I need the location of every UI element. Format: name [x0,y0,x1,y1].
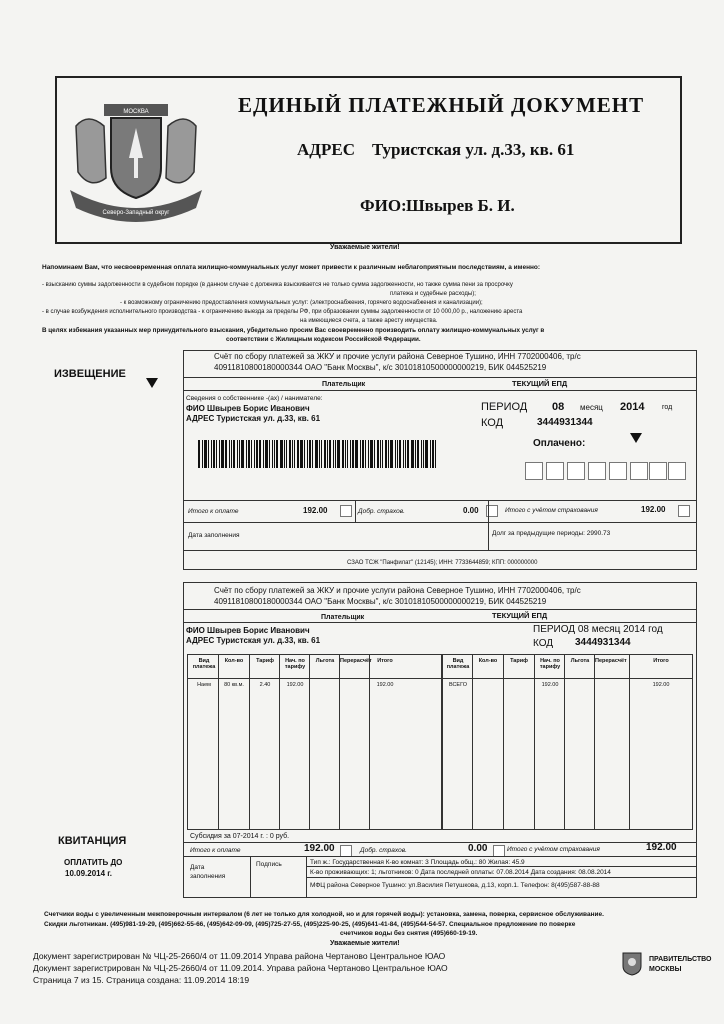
barcode-bar [221,440,224,468]
barcode-bar [241,440,244,468]
table-column-divider [472,654,473,830]
kv-payer-header: Плательщик [321,614,365,621]
kv-epd-header: ТЕКУЩИЙ ЕПД [492,611,548,620]
barcode-bar [390,440,393,468]
table-header-left-0: Вид платежа [192,658,216,670]
table-header-left-1: Кол-во [224,658,244,664]
table-column-divider [564,654,565,830]
divider [183,522,697,523]
izv-month-label: месяц [580,403,603,412]
izv-insurance-value: 0.00 [463,506,479,515]
barcode-bar [333,440,334,468]
table-header-left-6: Итого [377,658,393,664]
kv-invoice-line-2: 40911810800180000344 ОАО "Банк Москвы", к/с 30101810500000000219, БИК 044525219 [214,597,547,606]
kv-fio: ФИО Швырев Борис Иванович [186,626,310,635]
barcode-bar [225,440,227,468]
barcode-bar [300,440,303,468]
kv-subsidy: Субсидия за 07-2014 г. : 0 руб. [190,833,290,840]
barcode-bar [292,440,293,468]
kvitanciya-label: КВИТАНЦИЯ [58,835,127,847]
barcode-bar [337,440,340,468]
izv-insurance-label: Добр. страхов. [358,508,405,515]
barcode-bar [374,440,375,468]
izv-invoice-line-1: Счёт по сбору платежей за ЖКУ и прочие услуги района Северное Тушино, ИНН 7702000406, тр/с [214,352,581,361]
barcode-bar [342,440,344,468]
gov-line-2: МОСКВЫ [649,966,682,973]
kv-info-1: Тип ж.: Государственная К-во комнат: 3 Площадь общ.: 80 Жилая: 45.9 [310,859,525,866]
barcode-bar [382,440,383,468]
barcode-bar [259,440,261,468]
table-column-divider [279,654,280,830]
kv-info-3: МФЦ района Северное Тушино: ул.Василия Петушкова, д.13, корп.1. Телефон: 8(495)587-88-88 [310,882,600,889]
table-header-left-2: Тариф [256,658,274,664]
barcode-bar [324,440,326,468]
izv-year-label: год [662,404,673,411]
barcode-bar [276,440,278,468]
barcode-bar [246,440,247,468]
table-column-divider [249,654,250,830]
table-column-divider [594,654,595,830]
barcode-bar [430,440,431,468]
kv-insurance-value: 0.00 [468,843,488,854]
address-value: Туристская ул. д.33, кв. 61 [372,140,575,159]
barcode-bar [423,440,424,468]
izv-total-value: 192.00 [303,506,328,515]
divider [306,877,697,878]
table-column-divider [369,654,370,830]
barcode-bar [202,440,203,468]
notice-greeting: Уважаемые жители! [330,244,400,251]
barcode-bar [399,440,401,468]
address-label: АДРЕС [297,140,355,159]
table-cell-left-1: 80 кв.м. [224,682,244,688]
footer-greeting: Уважаемые жители! [330,940,400,947]
barcode-bar [315,440,318,468]
barcode-bar [327,440,328,468]
table-cell-left-2: 2.40 [259,682,271,688]
barcode-bar [421,440,422,468]
barcode-bar [272,440,273,468]
barcode-bar [368,440,369,468]
kv-total-label: Итого к оплате [190,847,241,854]
table-header-left-3: Нач. по тарифу [284,658,306,670]
barcode-bar [329,440,331,468]
barcode-bar [380,440,381,468]
gov-line-1: ПРАВИТЕЛЬСТВО [649,956,712,963]
divider [183,609,697,610]
divider [488,500,489,550]
arrow-down-icon [630,433,642,443]
doc-reg-line-1: Документ зарегистрирован № ЧЦ-25-2660/4 от 11.09.2014 Управа района Чертаново Центральное ЮАО [33,951,446,961]
table-header-right-3: Нач. по тарифу [539,658,561,670]
barcode-bar [312,440,313,468]
izv-year-value: 2014 [620,401,645,413]
table-header-right-2: Тариф [510,658,528,664]
barcode-bar [385,440,387,468]
total-ins-checkbox[interactable] [678,505,690,517]
barcode-bar [204,440,207,468]
barcode-bar [355,440,358,468]
notice-intro: Напоминаем Вам, что несвоевременная оплата жилищно-коммунальных услуг может привести к различным неблагоприятным последствиям, а именно: [42,264,541,271]
barcode-bar [319,440,320,468]
paid-digit-box[interactable] [630,462,648,480]
kv-insurance-label: Добр. страхов. [360,847,407,854]
barcode-bar [286,440,287,468]
barcode-bar [417,440,419,468]
izv-address: АДРЕС Туристская ул. д.33, кв. 61 [186,414,321,423]
kv-period: ПЕРИОД 08 месяц 2014 год [533,624,663,635]
barcode-bar [237,440,238,468]
table-header-right-1: Кол-во [478,658,498,664]
svg-text:МОСКВА: МОСКВА [123,109,149,115]
page-info: Страница 7 из 15. Страница создана: 11.09.2014 18:19 [33,975,250,985]
moscow-emblem-icon [622,952,642,976]
paid-digit-box[interactable] [588,462,606,480]
divider [355,500,356,522]
pay-until-label: ОПЛАТИТЬ ДО [64,858,123,867]
table-cell-left-6: 192.00 [376,682,394,688]
barcode-bar [269,440,270,468]
barcode-bar [198,440,200,468]
kv-invoice-line-1: Счёт по сбору платежей за ЖКУ и прочие услуги района Северное Тушино, ИНН 7702000406, тр/с [214,586,581,595]
divider [183,550,697,551]
total-checkbox[interactable] [340,505,352,517]
barcode-bar [216,440,217,468]
barcode-bar [335,440,336,468]
barcode-bar [231,440,232,468]
notice-item-2: - к возможному ограничению предоставления коммунальных услуг: (электроснабжения, горячего водоснабжения и канализации); [120,300,483,306]
barcode-bar [297,440,299,468]
fio-label: ФИО: [360,196,407,215]
barcode-bar [435,440,436,468]
table-column-divider [629,654,630,830]
divider [250,856,251,898]
izv-epd-header: ТЕКУЩИЙ ЕПД [512,379,568,388]
notice-item-3b: на имеющиеся счета, а также аресту имущества. [300,318,438,324]
barcode-bar [415,440,416,468]
barcode-bar [309,440,311,468]
table-column-divider [339,654,340,830]
barcode-bar [397,440,398,468]
pay-until-value: 10.09.2014 г. [65,869,113,878]
barcode-bar [229,440,230,468]
table-column-divider [503,654,504,830]
divider [183,390,697,391]
table-column-divider [534,654,535,830]
divider [183,622,697,623]
table-header-right-6: Итого [653,658,669,664]
divider [306,866,697,867]
izv-fill-date-label: Дата заполнения [188,532,240,539]
izv-total-ins-value: 192.00 [641,505,666,514]
table-column-divider [218,654,219,830]
table-cell-left-0: Наем [197,682,211,688]
izveshchenie-label: ИЗВЕЩЕНИЕ [54,368,126,380]
barcode-bar [239,440,240,468]
kv-code-label: КОД [533,638,554,649]
izv-invoice-line-2: 40911810800180000344 ОАО "Банк Москвы", к/с 30101810500000000219, БИК 044525219 [214,363,547,372]
table-header-right-4: Льгота [570,658,590,664]
notice-item-3a: - в случае возбуждения исполнительного производства - к ограничению выезда за пределы РФ, при образовании суммы задолженности от 10 000,00 р., наложению ареста [42,309,523,315]
notice-closing-b: соответствии с Жилищным кодексом Российской Федерации. [226,336,421,343]
paid-digit-box[interactable] [525,462,543,480]
barcode-bar [219,440,220,468]
barcode-bar [284,440,285,468]
barcode-bar [294,440,295,468]
water-line-1: Счетчики воды с увеличенным межповерочным интервалом (6 лет не только для холодной, но и для горячей воды): установка, замена, поверка, сервисное обслуживание. [44,911,604,918]
izv-prev-debt: Долг за предыдущие периоды: 2990.73 [492,530,611,537]
charges-table [187,654,693,830]
barcode-bar [360,440,361,468]
coat-of-arms-emblem [66,86,206,228]
barcode-bar [263,440,264,468]
paid-digit-box[interactable] [567,462,585,480]
paid-digit-box[interactable] [668,462,686,480]
notice-closing-a: В целях избежания указанных мер принудительного взыскания, убедительно просим Вас своевременно производить оплату жилищно-коммунальных услуг в [42,327,545,334]
kv-address: АДРЕС Туристская ул. д.33, кв. 61 [186,636,321,645]
barcode-bar [265,440,268,468]
water-line-2: Скидки льготникам. (495)981-19-29, (495)662-55-66, (495)642-09-09, (495)725-27-55, (495)225-90-25, (495)641-41-84, (495)544-54-57. Специальное предложение по поверке [44,921,576,928]
barcode-bar [233,440,235,468]
water-line-3: счетчиков воды без снятия (495)660-19-19. [340,930,478,937]
izv-total-label: Итого к оплате [188,508,239,515]
table-divider [441,654,443,830]
barcode-bar [251,440,252,468]
barcode-bar [345,440,346,468]
table-cell-right-3: 192.00 [541,682,559,688]
barcode-bar [208,440,209,468]
paid-digit-box[interactable] [546,462,564,480]
table-column-divider [309,654,310,830]
barcode-bar [407,440,409,468]
notice-item-1a: - взысканию суммы задолженности в судебном порядке (в данном случае с должника взыскивается не только сумма задолженности, но также сумма пени за просрочку [42,282,513,288]
barcode-bar [304,440,305,468]
barcode-bar [362,440,364,468]
page-title: ЕДИНЫЙ ПЛАТЕЖНЫЙ ДОКУМЕНТ [238,93,645,117]
kv-total-ins-value: 192.00 [646,842,677,853]
izv-owner-info: Сведения о собственнике -(ах) / нанимателе: [186,395,323,402]
divider [183,500,697,501]
barcode-bar [248,440,250,468]
kv-total-ins-label: Итого с учётом страхования [507,846,600,853]
divider [183,856,697,857]
izv-payer-header: Плательщик [322,381,366,388]
barcode-bar [254,440,255,468]
table-header-left-4: Льгота [315,658,335,664]
izv-total-ins-label: Итого с учётом страхования [505,507,598,514]
org-line: СЗАО ТСЖ "Панфилат" (12145); ИНН: 7733644859; КПП: 000000000 [347,560,538,566]
table-header-divider [187,678,693,679]
divider [183,842,697,843]
paid-digit-box[interactable] [609,462,627,480]
svg-text:Северо-Западный округ: Северо-Западный округ [102,210,170,216]
barcode-bar [213,440,215,468]
notice-item-1b: платежа и судебные расходы); [390,291,476,297]
table-header-left-5: Перерасчёт [340,658,372,664]
barcode-bar [350,440,351,468]
table-header-right-0: Вид платежа [446,658,470,670]
arrow-down-icon [146,378,158,388]
table-header-right-5: Перерасчёт [595,658,627,664]
barcode-bar [403,440,404,468]
barcode-bar [425,440,428,468]
kv-code-value: 3444931344 [575,637,631,648]
barcode-bar [274,440,275,468]
izv-code-label: КОД [481,417,504,429]
barcode-bar [321,440,322,468]
barcode-bar [432,440,434,468]
fio-value: Швырев Б. И. [406,196,515,215]
table-cell-right-6: 192.00 [652,682,670,688]
kv-signature-label: Подпись [256,861,282,868]
barcode-bar [256,440,258,468]
table-cell-left-3: 192.00 [286,682,304,688]
kv-info-2: К-во проживающих: 1; льготников: 0 Дата последней оплаты: 07.08.2014 Дата создания: 08.08.2014 [310,869,611,876]
barcode-bar [377,440,379,468]
barcode-bar [370,440,373,468]
kv-date-label: Дата заполнения [190,864,226,880]
barcode [198,440,478,468]
izv-paid-label: Оплачено: [533,438,586,449]
izv-code-value: 3444931344 [537,417,593,428]
doc-reg-line-2: Документ зарегистрирован № ЧЦ-25-2660/4 от 11.09.2014. Управа района Чертаново Центральное ЮАО [33,963,448,973]
barcode-bar [307,440,308,468]
barcode-bar [365,440,366,468]
barcode-bar [289,440,291,468]
izv-fio: ФИО Швырев Борис Иванович [186,404,310,413]
barcode-bar [352,440,354,468]
barcode-bar [388,440,389,468]
table-cell-right-0: ВСЕГО [448,682,468,688]
barcode-bar [405,440,406,468]
barcode-bar [347,440,348,468]
divider [183,377,697,378]
barcode-bar [211,440,212,468]
barcode-bar [280,440,283,468]
izv-period-label: ПЕРИОД [481,401,528,413]
barcode-bar [395,440,396,468]
izv-period-value: 08 [552,401,565,413]
kv-total-value: 192.00 [304,843,335,854]
paid-digit-box[interactable] [649,462,667,480]
barcode-bar [411,440,414,468]
